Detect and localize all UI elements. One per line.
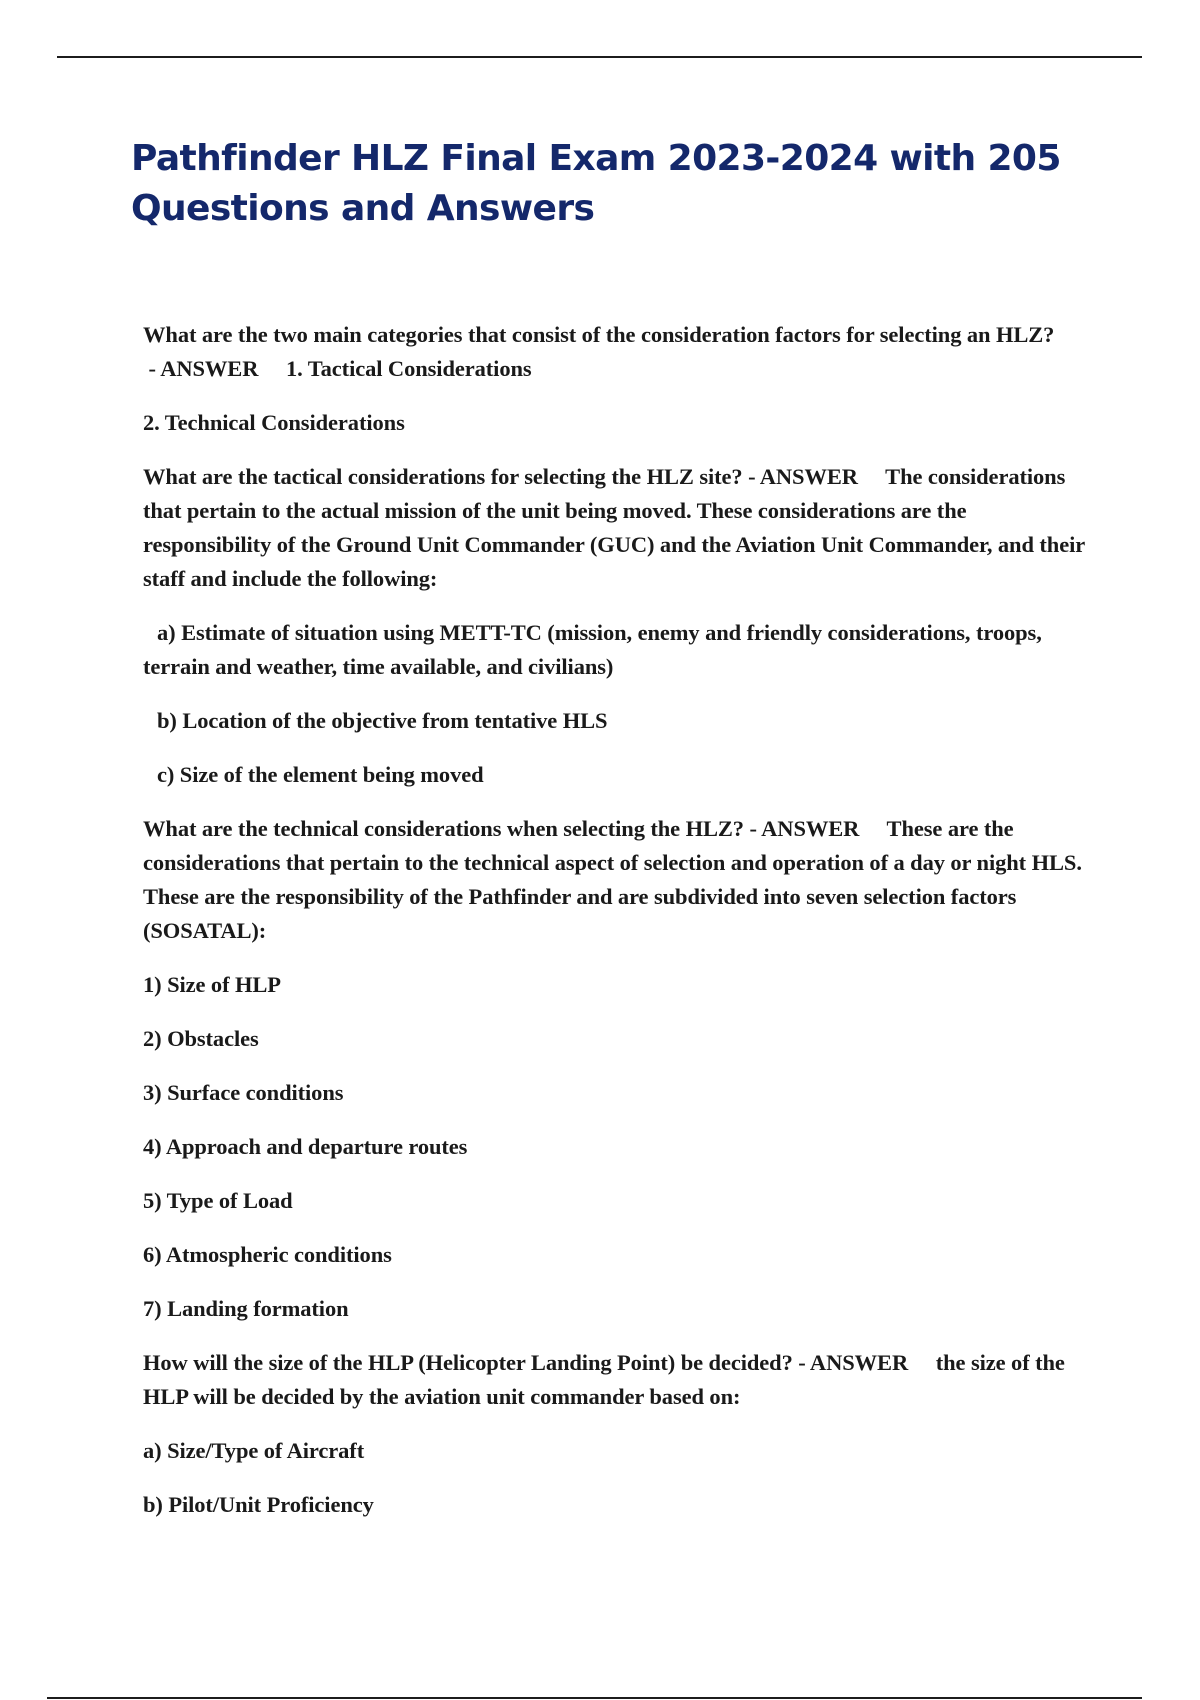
answer-item: a) Size/Type of Aircraft	[143, 1438, 365, 1463]
answer-item: b) Location of the objective from tentative HLS	[157, 708, 608, 733]
answer-item: 1) Size of HLP	[143, 972, 281, 997]
document-title: Pathfinder HLZ Final Exam 2023-2024 with 205 Questions and Answers	[131, 138, 1061, 229]
question-text: What are the technical considerations when selecting the HLZ?	[143, 816, 744, 841]
answer-separator: - ANSWER	[742, 464, 886, 489]
document-body	[143, 318, 1093, 1522]
answer-item: 6) Atmospheric conditions	[143, 1242, 392, 1267]
answer-item: 4) Approach and departure routes	[143, 1134, 468, 1159]
qa-block-2	[143, 460, 1093, 596]
answer-text: the size of the HLP will be decided by the aviation unit commander based on:	[143, 1350, 1065, 1409]
answer-item: 3) Surface conditions	[143, 1080, 344, 1105]
question-text: What are the tactical considerations for selecting the HLZ site?	[143, 464, 743, 489]
answer-separator: - ANSWER	[743, 816, 887, 841]
question-text: How will the size of the HLP (Helicopter Landing Point) be decided?	[143, 1350, 793, 1375]
answer-separator: - ANSWER	[792, 1350, 936, 1375]
answer-item: b) Pilot/Unit Proficiency	[143, 1492, 374, 1517]
answer-item: 2. Technical Considerations	[143, 410, 405, 435]
qa-block-1	[143, 318, 1093, 386]
question-text: What are the two main categories that consist of the consideration factors for selecting an HLZ?	[143, 322, 1055, 347]
top-rule	[57, 56, 1142, 58]
answer-item	[143, 616, 1093, 684]
answer-item-text: a) Estimate of situation using METT-TC (mission, enemy and friendly considerations, troops, terrain and weather, time available, and civilians)	[143, 620, 1042, 679]
answer-item: 7) Landing formation	[143, 1296, 349, 1321]
qa-block-3	[143, 812, 1093, 948]
answer-item: 5) Type of Load	[143, 1188, 293, 1213]
qa-block-4	[143, 1346, 1093, 1414]
bottom-rule	[47, 1697, 1142, 1699]
answer-text: The considerations that pertain to the actual mission of the unit being moved. These considerations are the responsibility of the Ground Unit Commander (GUC) and the Aviation Unit Commander, and their staff and include the following:	[143, 464, 1085, 591]
answer-item: c) Size of the element being moved	[157, 762, 484, 787]
answer-item: 2) Obstacles	[143, 1026, 259, 1051]
answer-text: 1. Tactical Considerations	[286, 356, 532, 381]
answer-text: These are the considerations that pertain to the technical aspect of selection and operation of a day or night HLS. These are the responsibility of the Pathfinder and are subdivided into seven selection factors (SOSATAL):	[143, 816, 1082, 943]
answer-separator: - ANSWER	[143, 356, 286, 381]
